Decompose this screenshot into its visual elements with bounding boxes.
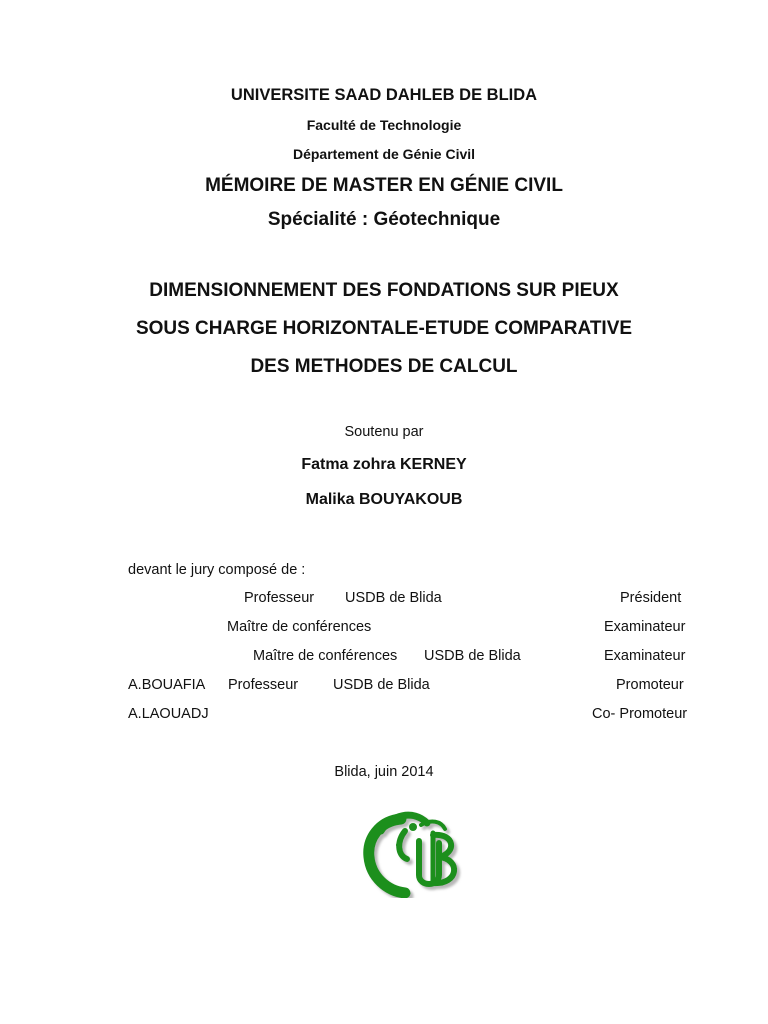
place-date: Blida, juin 2014	[334, 764, 434, 780]
jury-member-grade: Maître de conférences	[253, 648, 398, 664]
jury-member-grade: Professeur	[228, 677, 299, 693]
faculty-name: Faculté de Technologie	[306, 117, 462, 133]
university-logo-icon	[361, 805, 467, 898]
jury-member-role: Examinateur	[604, 648, 686, 664]
degree-title: MÉMOIRE DE MASTER EN GÉNIE CIVIL	[205, 175, 563, 196]
specialty: Spécialité : Géotechnique	[267, 209, 501, 230]
thesis-title-line: DIMENSIONNEMENT DES FONDATIONS SUR PIEUX	[149, 280, 619, 301]
author-name: Fatma zohra KERNEY	[301, 456, 467, 473]
jury-member-institution: USDB de Blida	[345, 590, 442, 606]
jury-member-institution: USDB de Blida	[424, 648, 521, 664]
department-name: Département de Génie Civil	[292, 146, 476, 162]
thesis-title-line: SOUS CHARGE HORIZONTALE-ETUDE COMPARATIVE	[135, 318, 633, 339]
presented-by-label: Soutenu par	[344, 424, 424, 440]
jury-member-role: Co- Promoteur	[592, 706, 688, 722]
jury-member-institution: USDB de Blida	[333, 677, 430, 693]
jury-member-role: Examinateur	[604, 619, 686, 635]
thesis-title-line: DES METHODES DE CALCUL	[250, 356, 518, 377]
jury-member-name: A.LAOUADJ	[128, 706, 209, 722]
jury-intro: devant le jury composé de :	[128, 562, 306, 578]
author-name: Malika BOUYAKOUB	[305, 491, 463, 508]
jury-member-name: A.BOUAFIA	[128, 677, 206, 693]
jury-member-role: Promoteur	[616, 677, 684, 693]
jury-member-role: Président	[620, 590, 682, 606]
jury-member-grade: Professeur	[244, 590, 315, 606]
university-name: UNIVERSITE SAAD DAHLEB DE BLIDA	[230, 86, 538, 104]
jury-member-grade: Maître de conférences	[227, 619, 372, 635]
